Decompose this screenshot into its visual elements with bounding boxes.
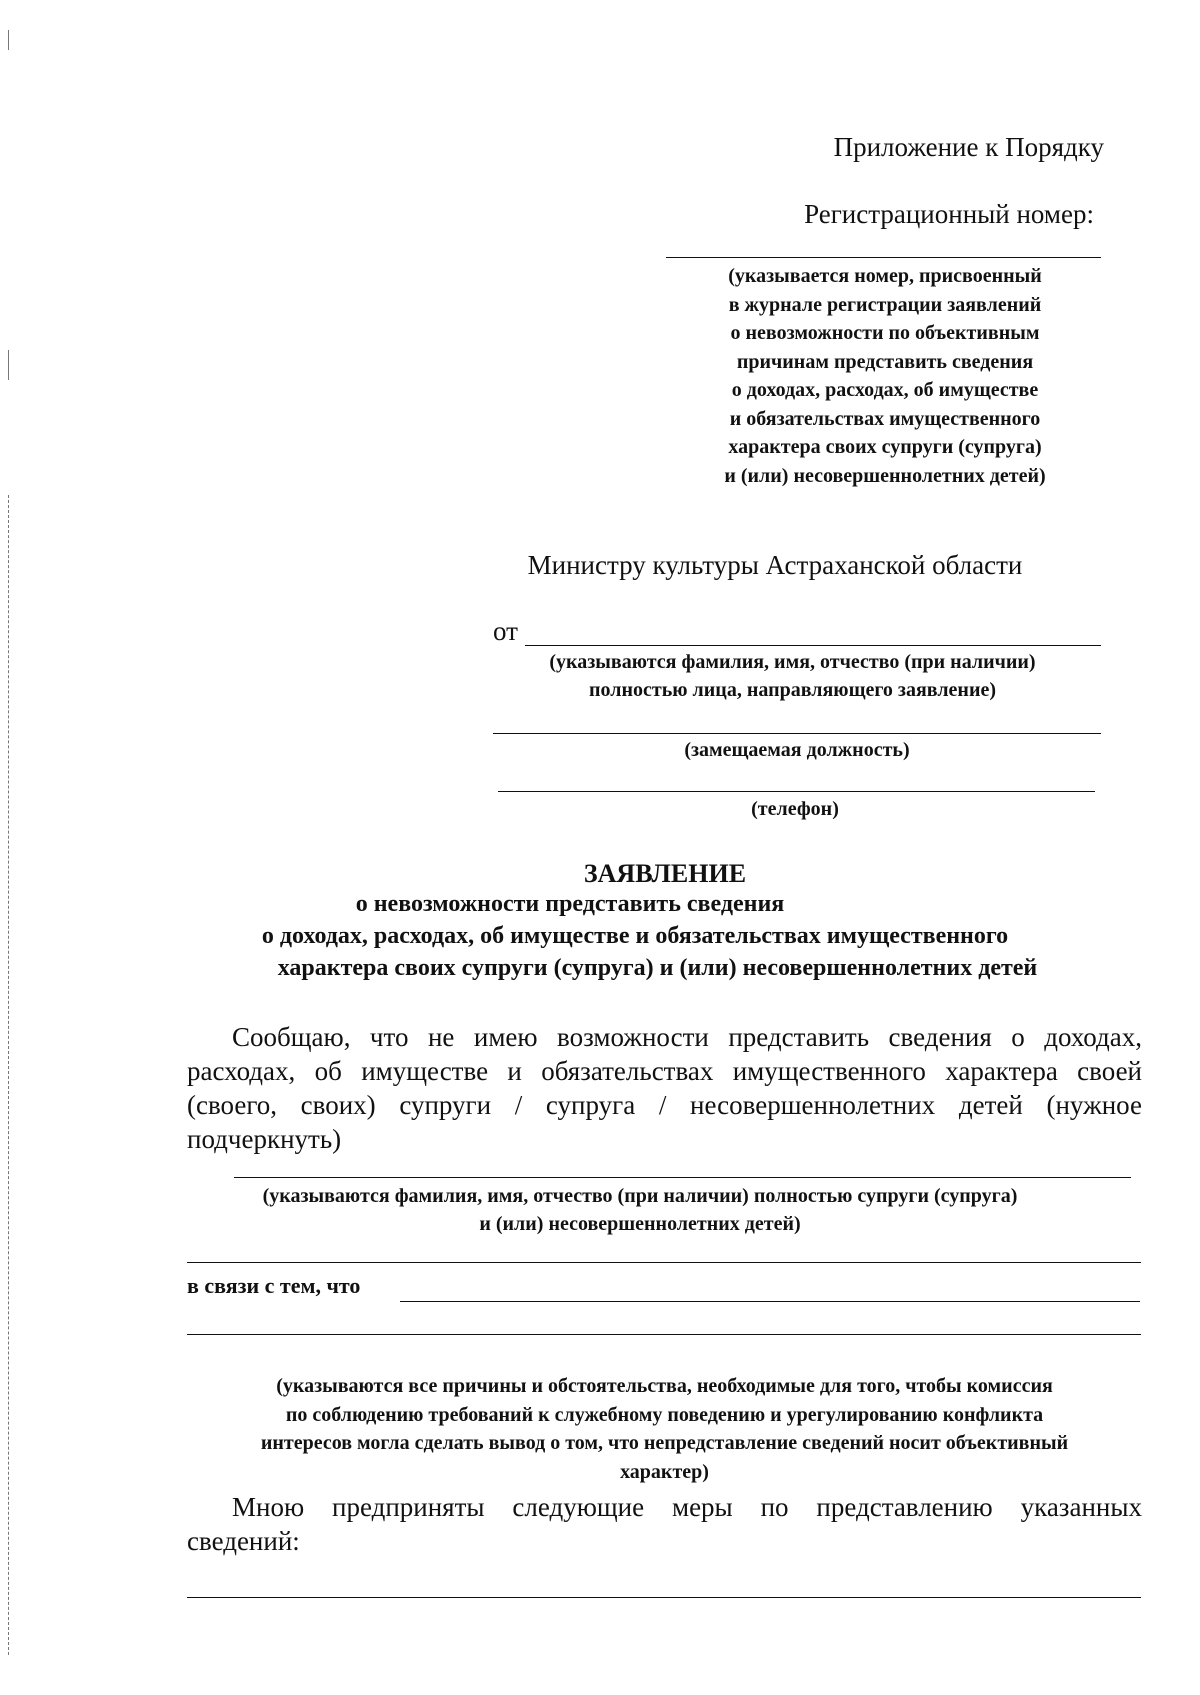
reason-note: (указываются все причины и обстоятельства, необходимые для того, чтобы комиссия по соблюдению требований к служебному поведению и урегулированию конфликта интересов могла сделать вывод о том, что непредставление сведений носит объективный характер) bbox=[260, 1375, 1069, 1483]
from-field[interactable] bbox=[525, 624, 1101, 646]
statement-paragraph: Сообщаю, что не имею возможности представить сведения о доходах, расходах, об имуществе и обязательствах имущественного характера своей (своего, своих) супруги / супруга / несовершеннолетних детей (нужное подчеркнуть) bbox=[187, 1022, 1142, 1154]
phone-field[interactable] bbox=[498, 770, 1095, 792]
reg-number-field[interactable] bbox=[666, 238, 1101, 258]
phone-note: (телефон) bbox=[751, 798, 839, 820]
scan-margin-mark bbox=[8, 350, 9, 380]
position-note: (замещаемая должность) bbox=[684, 739, 910, 761]
measures-field[interactable] bbox=[187, 1576, 1141, 1598]
document-subtitle: о невозможности представить сведения о доходах, расходах, об имуществе и обязательствах имущественного характера своих супруги (супруга) и (или) несовершеннолетних детей bbox=[261, 891, 1038, 981]
persons-note: (указываются фамилия, имя, отчество (при наличии) полностью супруги (супруга) и (или) несовершеннолетних детей) bbox=[262, 1185, 1018, 1235]
addressee-to: Министру культуры Астраханской области bbox=[527, 550, 1023, 580]
appendix-label: Приложение к Порядку bbox=[833, 132, 1104, 162]
reason-extra-line bbox=[187, 1334, 1141, 1335]
measures-paragraph: Мною предприняты следующие меры по представлению указанных сведений: bbox=[187, 1492, 1142, 1556]
from-label: от bbox=[493, 616, 518, 646]
document-title: ЗАЯВЛЕНИЕ bbox=[583, 859, 747, 888]
position-field[interactable] bbox=[493, 712, 1101, 734]
persons-extra-line bbox=[187, 1262, 1141, 1263]
scan-margin-mark bbox=[8, 30, 9, 50]
reason-label: в связи с тем, что bbox=[187, 1273, 361, 1298]
from-note: (указываются фамилия, имя, отчество (при наличии) полностью лица, направляющего заявление) bbox=[549, 651, 1036, 701]
persons-field[interactable] bbox=[234, 1156, 1131, 1178]
reg-number-label: Регистрационный номер: bbox=[804, 199, 1094, 229]
reason-field[interactable] bbox=[400, 1280, 1140, 1302]
scan-margin-mark bbox=[8, 495, 9, 1655]
reg-number-note: (указывается номер, присвоенный в журнале регистрации заявлений о невозможности по объективным причинам представить сведения о доходах, расходах, об имуществе и обязательствах имущественного характера своих супруги (супруга) и (или) несовершеннолетних детей) bbox=[724, 265, 1046, 487]
